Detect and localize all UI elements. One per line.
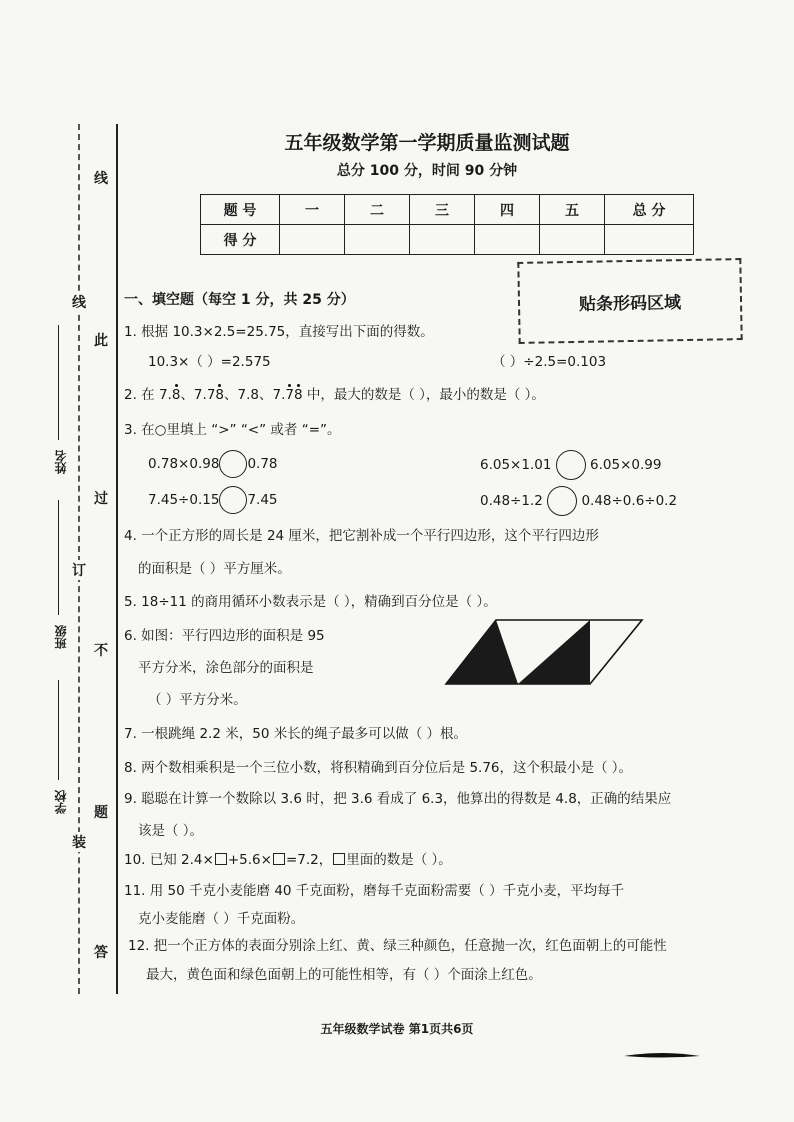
- score-cell[interactable]: [410, 225, 475, 255]
- margin-char-ci: 此: [94, 333, 108, 349]
- blank-square: [273, 853, 285, 865]
- q2-part: 、7.8、7.: [224, 387, 286, 403]
- q6-line3[interactable]: （ ）平方分米。: [148, 692, 247, 708]
- outer-char-zhuang: 装: [72, 832, 86, 852]
- q6-line2: 平方分米，涂色部分的面积是: [138, 660, 314, 676]
- score-header-cell: 五: [540, 195, 605, 225]
- q11-line2[interactable]: 克小麦能磨（ ）千克面粉。: [138, 911, 305, 927]
- q1-stem: 1. 根据 10.3×2.5=25.75，直接写出下面的得数。: [124, 324, 434, 340]
- q8-text[interactable]: 8. 两个数相乘积是一个三位小数，将积精确到百分位后是 5.76，这个积最小是（ ）。: [124, 760, 633, 776]
- blank-square: [333, 853, 345, 865]
- margin-char-da: 答: [94, 945, 108, 961]
- class-field-line[interactable]: [58, 500, 59, 615]
- q5-text[interactable]: 5. 18÷11 的商用循环小数表示是（ ），精确到百分位是（ ）。: [124, 594, 497, 610]
- blank-square: [215, 853, 227, 865]
- q3-c-left: 7.45÷0.15: [148, 492, 220, 508]
- score-header-cell: 三: [410, 195, 475, 225]
- q2-part: 中，最大的数是（ ），最小的数是（ ）。: [302, 387, 545, 403]
- score-header-cell: 总 分: [605, 195, 694, 225]
- q10-part: +5.6×: [227, 852, 272, 868]
- q3-b-left: 6.05×1.01: [480, 457, 552, 473]
- score-header-cell: 二: [345, 195, 410, 225]
- school-field-label: 学校: [54, 790, 68, 814]
- q10-part: 10. 已知 2.4×: [124, 852, 214, 868]
- compare-circle[interactable]: [219, 486, 247, 514]
- class-field-label: 班级: [54, 625, 68, 649]
- q3-c-right: 7.45: [247, 492, 278, 508]
- parallelogram-figure: [444, 617, 644, 687]
- binding-solid-line: [116, 124, 118, 994]
- q10-text[interactable]: [124, 848, 452, 868]
- q3-a-right: 0.78: [247, 456, 278, 472]
- exam-subtitle: 总分 100 分，时间 90 分钟: [336, 163, 518, 179]
- outer-char-ding: 订: [72, 560, 86, 580]
- shaded-triangle-left: [446, 620, 518, 684]
- scan-mark: [622, 1050, 702, 1060]
- q9-line1: 9. 聪聪在计算一个数除以 3.6 时，把 3.6 看成了 6.3，他算出的得数是 4.8，正确的结果应: [124, 791, 672, 807]
- q6-line1: 6. 如图：平行四边形的面积是 95: [124, 628, 325, 644]
- q9-line2[interactable]: 该是（ ）。: [138, 823, 204, 839]
- binding-dashed-line: [78, 124, 80, 994]
- page-footer: 五年级数学试卷 第1页共6页: [320, 1022, 474, 1036]
- scan-mark-shape: [624, 1053, 700, 1058]
- score-header-cell: 一: [280, 195, 345, 225]
- q4-line1: 4. 一个正方形的周长是 24 厘米，把它割补成一个平行四边形，这个平行四边形: [124, 528, 599, 544]
- q3-a-left: 0.78×0.98: [148, 456, 220, 472]
- q3-d-right: 0.48÷0.6÷0.2: [581, 493, 678, 509]
- section1-heading: 一、填空题（每空 1 分，共 25 分）: [124, 292, 355, 308]
- score-cell[interactable]: [605, 225, 694, 255]
- school-field-line[interactable]: [58, 680, 59, 780]
- margin-char-guo: 过: [94, 491, 108, 507]
- q2-repeat-digit: 7: [285, 387, 294, 403]
- q2-repeat-digit: 8: [171, 387, 181, 403]
- q2-part: 2. 在 7.: [124, 387, 172, 403]
- q3-b: [480, 450, 661, 480]
- q2-part: 、7.7: [180, 387, 216, 403]
- name-field-label: 姓名: [54, 450, 68, 474]
- q2-repeat-digit: 8: [293, 387, 303, 403]
- compare-circle[interactable]: [219, 450, 247, 478]
- q2-text[interactable]: [124, 383, 545, 403]
- q1-left-blank[interactable]: 10.3×（ ）=2.575: [148, 354, 271, 370]
- compare-circle[interactable]: [556, 450, 586, 480]
- q1-right-blank[interactable]: （ ）÷2.5=0.103: [492, 354, 607, 370]
- margin-char-bu: 不: [94, 643, 108, 659]
- score-cell[interactable]: [540, 225, 605, 255]
- q2-repeat-digit: 8: [215, 387, 225, 403]
- score-row-label: 得 分: [201, 225, 280, 255]
- score-cell[interactable]: [475, 225, 540, 255]
- margin-char-ti: 题: [94, 805, 108, 821]
- q12-line1: 12. 把一个正方体的表面分别涂上红、黄、绿三种颜色，任意抛一次，红色面朝上的可能性: [128, 938, 667, 954]
- q3-stem: 3. 在○里填上 “>” “<” 或者 “=”。: [124, 422, 341, 438]
- q10-part: =7.2，: [285, 852, 333, 868]
- margin-char-xian: 线: [94, 171, 108, 187]
- score-cell[interactable]: [280, 225, 345, 255]
- q11-line1[interactable]: 11. 用 50 千克小麦能磨 40 千克面粉，磨每千克面粉需要（ ）千克小麦，平均每千: [124, 883, 625, 899]
- score-header-cell: 四: [475, 195, 540, 225]
- q3-c: [148, 486, 278, 514]
- score-header-cell: 题 号: [201, 195, 280, 225]
- name-field-line[interactable]: [58, 325, 59, 440]
- score-cell[interactable]: [345, 225, 410, 255]
- score-table: [200, 194, 694, 255]
- outer-char-xian: 线: [72, 292, 86, 312]
- q3-b-right: 6.05×0.99: [590, 457, 662, 473]
- q3-d-left: 0.48÷1.2: [480, 493, 543, 509]
- exam-title: 五年级数学第一学期质量监测试题: [284, 132, 570, 154]
- q12-line2[interactable]: 最大，黄色面和绿色面朝上的可能性相等，有（ ）个面涂上红色。: [146, 967, 542, 983]
- shaded-triangle-right: [518, 620, 590, 684]
- q3-a: [148, 450, 278, 478]
- barcode-label: 贴条形码区域: [578, 292, 682, 315]
- q10-part: 里面的数是（ ）。: [346, 852, 452, 868]
- q4-line2[interactable]: 的面积是（ ）平方厘米。: [138, 561, 291, 577]
- q7-text[interactable]: 7. 一根跳绳 2.2 米，50 米长的绳子最多可以做（ ）根。: [124, 726, 467, 742]
- compare-circle[interactable]: [547, 486, 577, 516]
- q3-d: [480, 486, 677, 516]
- barcode-area: [517, 258, 742, 344]
- score-table-header-row: [201, 195, 694, 225]
- score-table-score-row: [201, 225, 694, 255]
